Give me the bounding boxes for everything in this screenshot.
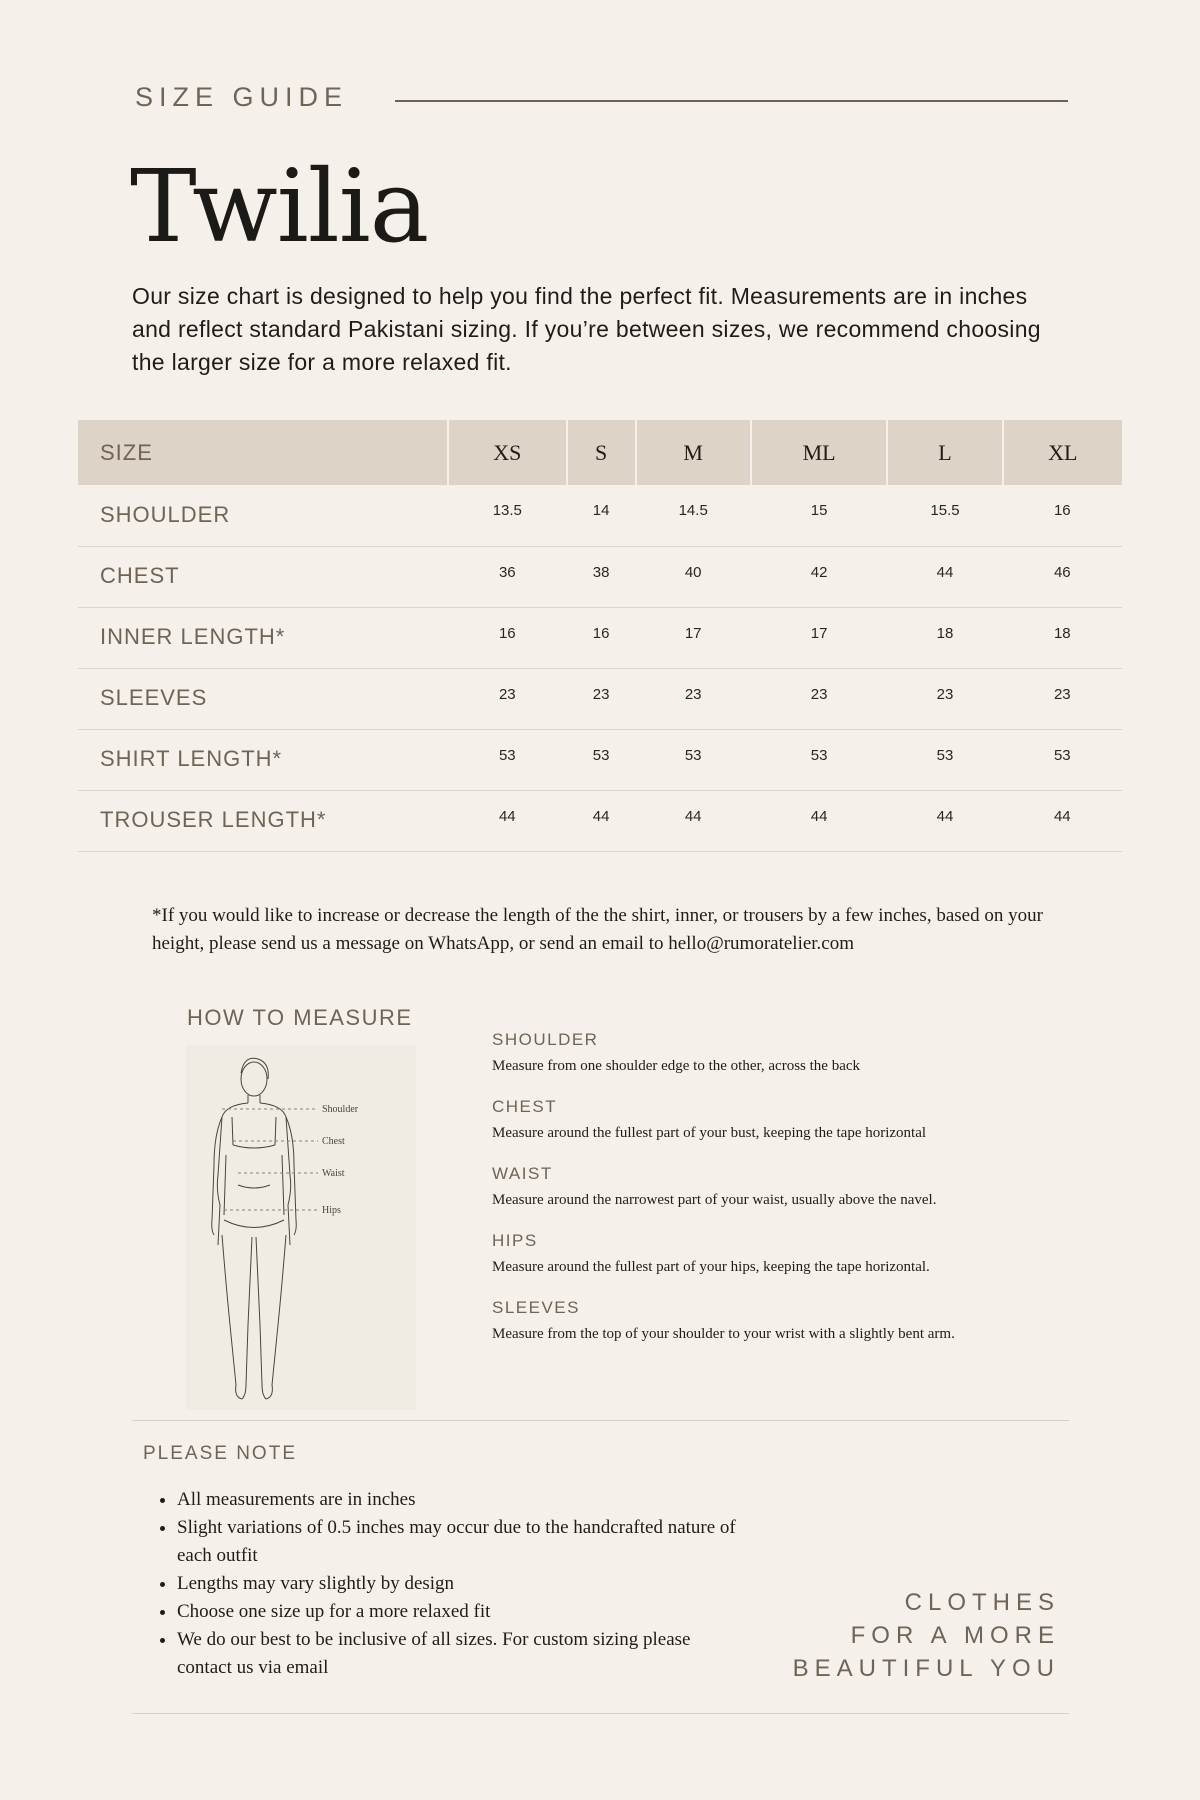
- table-cell: 18: [887, 607, 1002, 668]
- measure-description: Measure from one shoulder edge to the other, across the back: [492, 1058, 861, 1074]
- list-item: • We do our best to be inclusive of all sizes. For custom sizing please contact us via email: [177, 1626, 737, 1682]
- measure-heading: CHEST: [492, 1097, 558, 1116]
- size-header-row: [78, 420, 1122, 485]
- size-col-xl: XL: [1003, 420, 1122, 485]
- table-cell: 53: [887, 729, 1002, 790]
- page-title: Twilia: [130, 148, 429, 265]
- figure-label-hips: Hips: [322, 1205, 341, 1216]
- measure-heading: SLEEVES: [492, 1298, 580, 1317]
- table-cell: 53: [567, 729, 636, 790]
- measure-description: Measure from the top of your shoulder to your wrist with a slightly bent arm.: [492, 1326, 955, 1342]
- table-cell: 53: [448, 729, 567, 790]
- row-label: SHIRT LENGTH*: [78, 729, 448, 790]
- brand-tagline: [793, 1586, 1060, 1685]
- measure-heading: HIPS: [492, 1231, 538, 1250]
- eyebrow-divider: [395, 100, 1068, 102]
- table-cell: 40: [636, 546, 751, 607]
- row-label: SLEEVES: [78, 668, 448, 729]
- table-cell: 13.5: [448, 485, 567, 546]
- row-label: TROUSER LENGTH*: [78, 790, 448, 851]
- table-row: [78, 729, 1122, 790]
- length-footnote: *If you would like to increase or decrease the length of the the shirt, inner, or trousers by a few inches, based on your height, please send us a message on WhatsApp, or send an email to hello@rumoratelier.com: [152, 905, 1043, 954]
- intro-paragraph: Our size chart is designed to help you find the perfect fit. Measurements are in inches and reflect standard Pakistani sizing. If you’re between sizes, we recommend choosing the larger size for a more relaxed fit.: [132, 283, 1041, 375]
- table-cell: 17: [636, 607, 751, 668]
- table-cell: 53: [636, 729, 751, 790]
- row-label: SHOULDER: [78, 485, 448, 546]
- measure-description: Measure around the fullest part of your hips, keeping the tape horizontal.: [492, 1259, 930, 1275]
- table-cell: 23: [751, 668, 888, 729]
- table-cell: 18: [1003, 607, 1122, 668]
- please-note-list: [152, 1486, 737, 1682]
- table-cell: 36: [448, 546, 567, 607]
- tagline-line: FOR A MORE: [850, 1622, 1060, 1649]
- list-item: • All measurements are in inches: [177, 1486, 737, 1514]
- measure-heading: WAIST: [492, 1164, 553, 1183]
- table-cell: 44: [887, 546, 1002, 607]
- section-divider: [132, 1420, 1069, 1421]
- table-cell: 14: [567, 485, 636, 546]
- table-cell: 53: [751, 729, 888, 790]
- how-to-measure-title: HOW TO MEASURE: [187, 1005, 413, 1030]
- table-cell: 23: [567, 668, 636, 729]
- size-col-xs: XS: [448, 420, 567, 485]
- figure-label-chest: Chest: [322, 1136, 345, 1147]
- please-note-title: PLEASE NOTE: [143, 1443, 297, 1464]
- table-cell: 16: [567, 607, 636, 668]
- tagline-line: BEAUTIFUL YOU: [792, 1655, 1060, 1682]
- table-cell: 16: [1003, 485, 1122, 546]
- measure-item-shoulder: [492, 1030, 1092, 1075]
- size-col-ml: ML: [751, 420, 888, 485]
- table-cell: 23: [448, 668, 567, 729]
- measure-item-sleeves: [492, 1298, 1092, 1343]
- table-cell: 23: [1003, 668, 1122, 729]
- size-header-label: SIZE: [78, 420, 448, 485]
- measure-item-chest: [492, 1097, 1092, 1142]
- measure-description: Measure around the fullest part of your bust, keeping the tape horizontal: [492, 1125, 927, 1141]
- table-cell: 44: [1003, 790, 1122, 851]
- list-item: • Choose one size up for a more relaxed fit: [177, 1598, 737, 1626]
- table-row: [78, 485, 1122, 546]
- table-row: [78, 546, 1122, 607]
- table-cell: 46: [1003, 546, 1122, 607]
- tagline-line: CLOTHES: [904, 1589, 1060, 1616]
- size-col-s: S: [567, 420, 636, 485]
- table-row: [78, 668, 1122, 729]
- table-cell: 15.5: [887, 485, 1002, 546]
- table-cell: 44: [751, 790, 888, 851]
- table-cell: 42: [751, 546, 888, 607]
- list-item: • Lengths may vary slightly by design: [177, 1570, 737, 1598]
- measure-item-hips: [492, 1231, 1092, 1276]
- size-col-m: M: [636, 420, 751, 485]
- table-cell: 17: [751, 607, 888, 668]
- measurement-instructions: [492, 1030, 1092, 1365]
- body-outline-icon: [186, 1045, 416, 1410]
- table-cell: 14.5: [636, 485, 751, 546]
- table-cell: 53: [1003, 729, 1122, 790]
- size-col-l: L: [887, 420, 1002, 485]
- row-label: INNER LENGTH*: [78, 607, 448, 668]
- table-cell: 38: [567, 546, 636, 607]
- table-cell: 44: [636, 790, 751, 851]
- body-measurement-figure: [186, 1045, 416, 1410]
- table-row: [78, 607, 1122, 668]
- measure-item-waist: [492, 1164, 1092, 1209]
- figure-label-waist: Waist: [322, 1168, 345, 1179]
- table-cell: 16: [448, 607, 567, 668]
- table-cell: 44: [448, 790, 567, 851]
- section-eyebrow: SIZE GUIDE: [135, 82, 349, 112]
- table-cell: 23: [887, 668, 1002, 729]
- measure-description: Measure around the narrowest part of your waist, usually above the navel.: [492, 1192, 937, 1208]
- size-chart-table: [78, 420, 1122, 852]
- table-cell: 23: [636, 668, 751, 729]
- table-cell: 44: [887, 790, 1002, 851]
- figure-label-shoulder: Shoulder: [322, 1104, 359, 1115]
- table-row: [78, 790, 1122, 851]
- table-cell: 44: [567, 790, 636, 851]
- table-cell: 15: [751, 485, 888, 546]
- measure-heading: SHOULDER: [492, 1030, 599, 1049]
- list-item: • Slight variations of 0.5 inches may occur due to the handcrafted nature of each outfit: [177, 1514, 737, 1570]
- footer-divider: [132, 1713, 1069, 1714]
- row-label: CHEST: [78, 546, 448, 607]
